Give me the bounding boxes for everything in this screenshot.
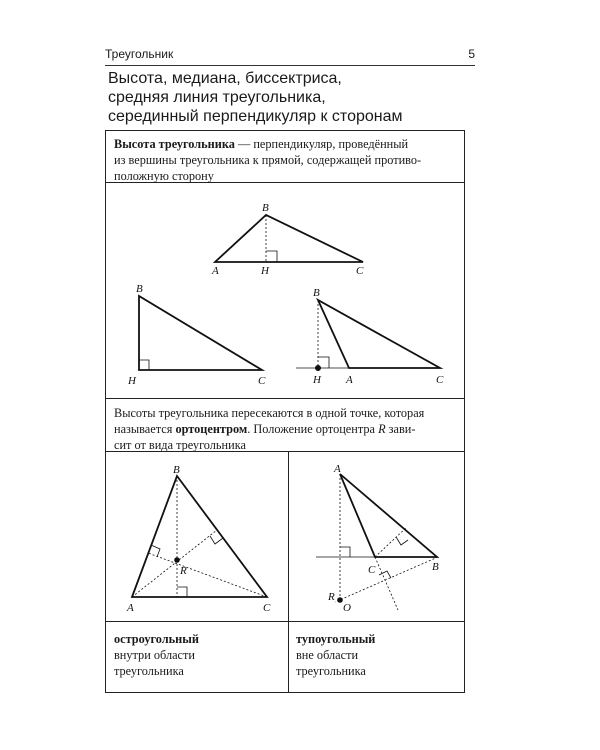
orthocenter-variable: R bbox=[378, 422, 386, 436]
altitude-from-c bbox=[148, 553, 267, 597]
orthocenter-point-r bbox=[337, 597, 343, 603]
foot-point-h bbox=[315, 365, 321, 371]
obtuse-line-1: вне области bbox=[296, 648, 359, 662]
running-head-title: Треугольник bbox=[105, 47, 174, 61]
orthocenter-line-2-end: зави- bbox=[385, 422, 416, 436]
label-a: A bbox=[346, 374, 353, 386]
triangle-abc-1 bbox=[215, 215, 363, 262]
right-angle-mark-4a bbox=[177, 587, 187, 597]
acute-title: остроугольный bbox=[114, 632, 199, 646]
label-b: B bbox=[173, 464, 180, 476]
right-angle-mark-1 bbox=[266, 251, 277, 262]
figure-altitude-inside bbox=[211, 202, 364, 277]
label-c: C bbox=[356, 265, 364, 277]
label-a: A bbox=[212, 265, 219, 277]
definition-term: Высота треугольника bbox=[114, 137, 235, 151]
label-c: C bbox=[263, 602, 271, 614]
label-b: B bbox=[136, 283, 143, 295]
altitude-from-b bbox=[335, 557, 438, 602]
label-c: C bbox=[258, 375, 266, 387]
heading-line-2: средняя линия треугольника, bbox=[108, 89, 326, 106]
label-o: O bbox=[343, 602, 351, 614]
right-angle-mark-5c bbox=[379, 571, 391, 578]
label-b: B bbox=[262, 202, 269, 214]
figure-altitude-outside bbox=[296, 287, 444, 386]
label-r: R bbox=[180, 565, 187, 577]
heading-line-1: Высота, медиана, биссектриса, bbox=[108, 70, 342, 87]
figure-right-triangle bbox=[127, 283, 266, 387]
right-angle-mark-4b bbox=[210, 536, 223, 544]
obtuse-title: тупоугольный bbox=[296, 632, 376, 646]
orthocenter-line-2-mid: . Положение ортоцентра bbox=[247, 422, 379, 436]
right-angle-mark-4c bbox=[151, 545, 160, 557]
label-r: R bbox=[328, 591, 335, 603]
orthocenter-point-r bbox=[174, 557, 180, 563]
triangle-obtuse-1 bbox=[318, 300, 440, 368]
triangle-acute bbox=[132, 476, 267, 597]
altitude-from-c bbox=[375, 527, 407, 557]
definition-line-3: положную сторону bbox=[114, 169, 214, 183]
definition-line-1: — перпендикуляр, проведённый bbox=[234, 137, 409, 151]
label-h: H bbox=[261, 265, 269, 277]
definition-line-2: из вершины треугольника к прямой, содержащей противо- bbox=[114, 153, 422, 167]
orthocenter-line-3: сит от вида треугольника bbox=[114, 438, 246, 452]
altitude-from-c-extension bbox=[375, 557, 398, 610]
orthocenter-term: ортоцентром bbox=[175, 422, 248, 436]
label-h: H bbox=[313, 374, 321, 386]
orthocenter-line-2-start: называется bbox=[114, 422, 176, 436]
figure-orthocenter-obtuse bbox=[316, 463, 439, 614]
label-a: A bbox=[334, 463, 341, 475]
orthocenter-line-1: Высоты треугольника пересекаются в одной точке, которая bbox=[114, 406, 425, 420]
heading-line-3: серединный перпендикуляр к сторонам bbox=[108, 108, 403, 125]
right-angle-mark-5b bbox=[396, 537, 408, 545]
label-c: C bbox=[436, 374, 444, 386]
label-a: A bbox=[127, 602, 134, 614]
label-b: B bbox=[432, 561, 439, 573]
triangle-obtuse-2 bbox=[340, 474, 437, 557]
triangle-right bbox=[139, 296, 262, 370]
label-b: B bbox=[313, 287, 320, 299]
obtuse-line-2: треугольника bbox=[296, 664, 366, 678]
acute-line-1: внутри области bbox=[114, 648, 195, 662]
label-c: C bbox=[368, 564, 376, 576]
figure-orthocenter-acute bbox=[126, 464, 271, 614]
page-number: 5 bbox=[468, 47, 475, 61]
right-angle-mark-5a bbox=[340, 547, 350, 557]
label-h: H bbox=[128, 375, 136, 387]
acute-line-2: треугольника bbox=[114, 664, 184, 678]
right-angle-mark-2 bbox=[139, 360, 149, 370]
